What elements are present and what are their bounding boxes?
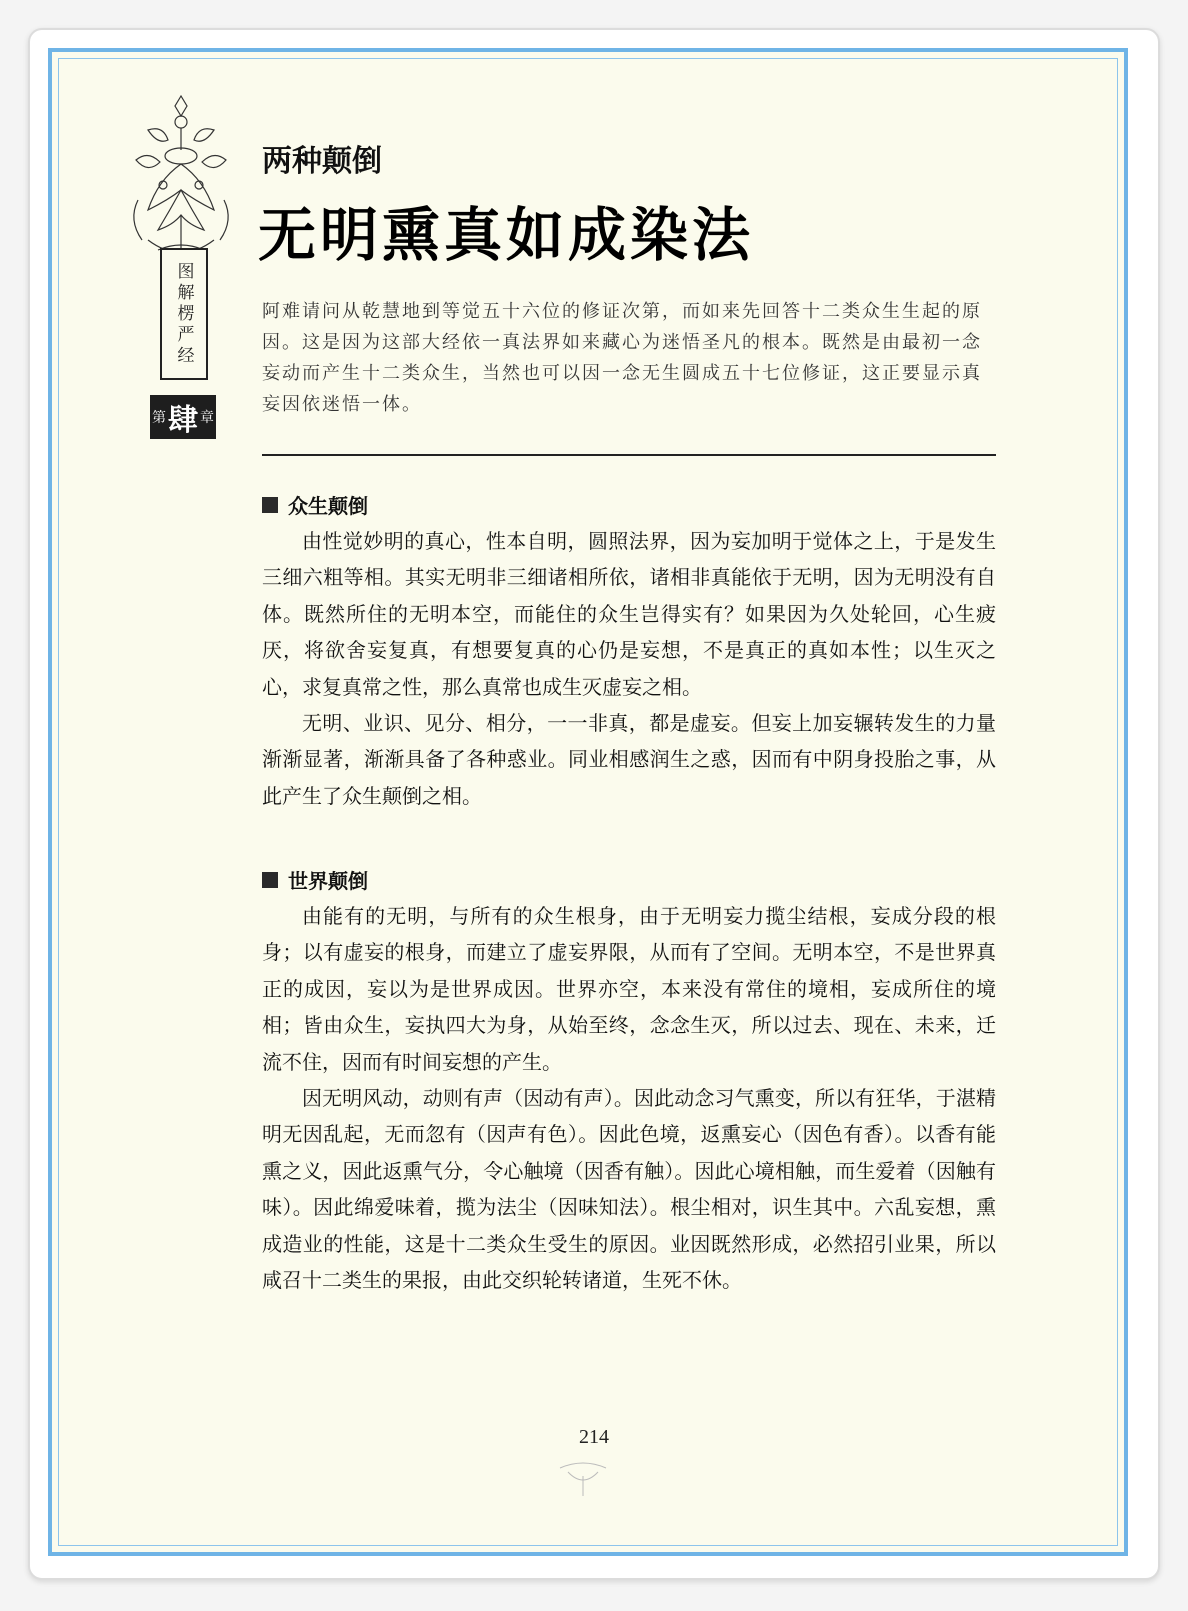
section-heading-beings (262, 490, 368, 519)
section-heading-text: 众生颠倒 (288, 494, 368, 518)
square-bullet-icon (262, 497, 278, 513)
intro-paragraph: 阿难请问从乾慧地到等觉五十六位的修证次第，而如来先回答十二类众生生起的原因。这是因为这部大经依一真法界如来藏心为迷悟圣凡的根本。既然是由最初一念妄动而产生十二类众生，当然也可以因一念无生圆成五十七位修证，这正要显示真妄因依迷悟一体。 (262, 301, 982, 415)
chapter-suffix: 章 (200, 410, 214, 426)
square-bullet-icon (262, 872, 278, 888)
section-heading-text: 世界颠倒 (288, 869, 368, 893)
chapter-prefix: 第 (152, 410, 166, 426)
page-subtitle: 两种颠倒 (262, 144, 382, 179)
footer-ornament-icon (548, 1438, 618, 1498)
section-body-beings (262, 523, 996, 814)
divider-rule (262, 454, 996, 456)
body-paragraph: 由能有的无明，与所有的众生根身，由于无明妄力揽尘结根，妄成分段的根身；以有虚妄的根身，而建立了虚妄界限，从而有了空间。无明本空，不是世界真正的成因，妄以为是世界成因。世界亦空，本来没有常住的境相，妄成所住的境相；皆由众生，妄执四大为身，从始至终，念念生灭，所以过去、现在、未来，迁流不住，因而有时间妄想的产生。 (262, 904, 996, 1074)
page-number: 214 (579, 1426, 609, 1448)
section-heading-world (262, 865, 368, 894)
body-paragraph: 无明、业识、见分、相分，一一非真，都是虚妄。但妄上加妄辗转发生的力量渐渐显著，渐渐具备了各种惑业。同业相感润生之惑，因而有中阴身投胎之事，从此产生了众生颠倒之相。 (262, 711, 996, 808)
series-spine-label (160, 248, 208, 380)
page-title: 无明熏真如成染法 (258, 201, 755, 269)
chapter-badge (150, 395, 216, 439)
body-paragraph: 因无明风动，动则有声（因动有声）。因此动念习气熏变，所以有狂华，于湛精明无因乱起，无而忽有（因声有色）。因此色境，返熏妄心（因色有香）。以香有能熏之义，因此返熏气分，令心触境（因香有触）。因此心境相触，而生爱着（因触有味）。因此绵爱味着，揽为法尘（因味知法）。根尘相对，识生其中。六乱妄想，熏成造业的性能，这是十二类众生受生的原因。业因既然形成，必然招引业果，所以咸召十二类生的果报，由此交织轮转诸道，生死不休。 (262, 1086, 996, 1293)
series-title: 图解楞严经 (173, 261, 194, 367)
body-paragraph: 由性觉妙明的真心，性本自明，圆照法界，因为妄加明于觉体之上，于是发生三细六粗等相。其实无明非三细诸相所依，诸相非真能依于无明，因为无明没有自体。既然所住的无明本空，而能住的众生岂得实有？如果因为久处轮回，心生疲厌，将欲舍妄复真，有想要复真的心仍是妄想，不是真正的真如本性；以生灭之心，求复真常之性，那么真常也成生灭虚妄之相。 (262, 529, 996, 699)
chapter-number: 肆 (168, 403, 198, 438)
lotus-ornament-icon (118, 90, 244, 270)
section-body-world (262, 898, 996, 1298)
